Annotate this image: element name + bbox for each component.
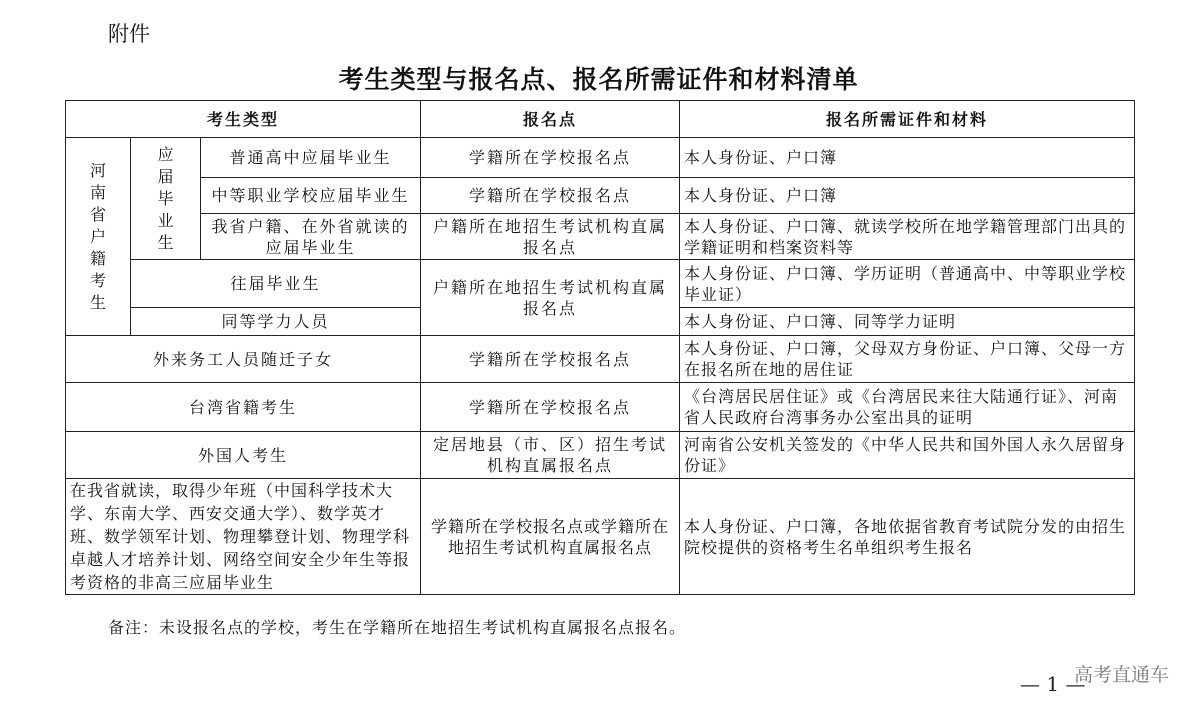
row-type: 往届毕业生 [131, 260, 421, 308]
group-henan-label: 河 南 省 户 籍 考 生 [89, 160, 106, 312]
row-type: 同等学力人员 [131, 308, 421, 336]
row-docs: 本人身份证、户口簿、就读学校所在地学籍管理部门出具的学籍证明和档案资料等 [680, 214, 1135, 260]
row-docs: 本人身份证、户口簿 [680, 138, 1135, 178]
header-type: 考生类型 [66, 101, 421, 138]
row-site: 学籍所在学校报名点 [421, 336, 680, 383]
group-fresh-label: 应 届 毕 业 生 [157, 144, 174, 252]
row-docs: 本人身份证、户口簿，父母双方身份证、户口簿、父母一方在报名所在地的居住证 [680, 336, 1135, 383]
page-title: 考生类型与报名点、报名所需证件和材料清单 [338, 65, 859, 94]
table-row [66, 383, 1135, 432]
page-number: — 1 — [1020, 672, 1086, 696]
table-row [66, 336, 1135, 383]
row-site: 定居地县（市、区）招生考试机构直属报名点 [421, 432, 680, 479]
row-docs: 本人身份证、户口簿、同等学力证明 [680, 308, 1135, 336]
row-site: 学籍所在学校报名点或学籍所在地招生考试机构直属报名点 [421, 479, 680, 595]
row-type: 外国人考生 [66, 432, 421, 479]
row-site: 学籍所在学校报名点 [421, 178, 680, 214]
row-docs: 本人身份证、户口簿，各地依据省教育考试院分发的由招生院校提供的资格考生名单组织考生报名 [680, 479, 1135, 595]
table-header-row [66, 101, 1135, 138]
row-type: 台湾省籍考生 [66, 383, 421, 432]
attachment-label: 附件 [108, 22, 150, 46]
row-docs: 《台湾居民居住证》或《台湾居民来往大陆通行证》、河南省人民政府台湾事务办公室出具的证明 [680, 383, 1135, 432]
registration-table [65, 100, 1135, 595]
table-row [66, 214, 1135, 260]
row-site: 户籍所在地招生考试机构直属报名点 [421, 260, 680, 336]
row-docs: 本人身份证、户口簿 [680, 178, 1135, 214]
group-henan [66, 138, 131, 336]
footnote: 备注：未设报名点的学校，考生在学籍所在地招生考试机构直属报名点报名。 [108, 618, 687, 637]
row-type: 在我省就读，取得少年班（中国科学技术大学、东南大学、西安交通大学）、数学英才班、数学领军计划、物理攀登计划、物理学科卓越人才培养计划、网络空间安全少年生等报考资格的非高三应届毕业生 [66, 479, 421, 595]
table-row [66, 479, 1135, 595]
header-site: 报名点 [421, 101, 680, 138]
row-site: 学籍所在学校报名点 [421, 383, 680, 432]
row-type: 外来务工人员随迁子女 [66, 336, 421, 383]
row-docs: 河南省公安机关签发的《中华人民共和国外国人永久居留身份证》 [680, 432, 1135, 479]
table-row [66, 178, 1135, 214]
row-site: 户籍所在地招生考试机构直属报名点 [421, 214, 680, 260]
watermark: 高考直通车 [1073, 664, 1169, 686]
row-site: 学籍所在学校报名点 [421, 138, 680, 178]
row-docs: 本人身份证、户口簿、学历证明（普通高中、中等职业学校毕业证） [680, 260, 1135, 308]
row-type: 我省户籍、在外省就读的应届毕业生 [201, 214, 421, 260]
table-row [66, 260, 1135, 308]
group-fresh [131, 138, 201, 260]
table-row [66, 138, 1135, 178]
header-docs: 报名所需证件和材料 [680, 101, 1135, 138]
row-type: 中等职业学校应届毕业生 [201, 178, 421, 214]
table-row [66, 432, 1135, 479]
row-type: 普通高中应届毕业生 [201, 138, 421, 178]
